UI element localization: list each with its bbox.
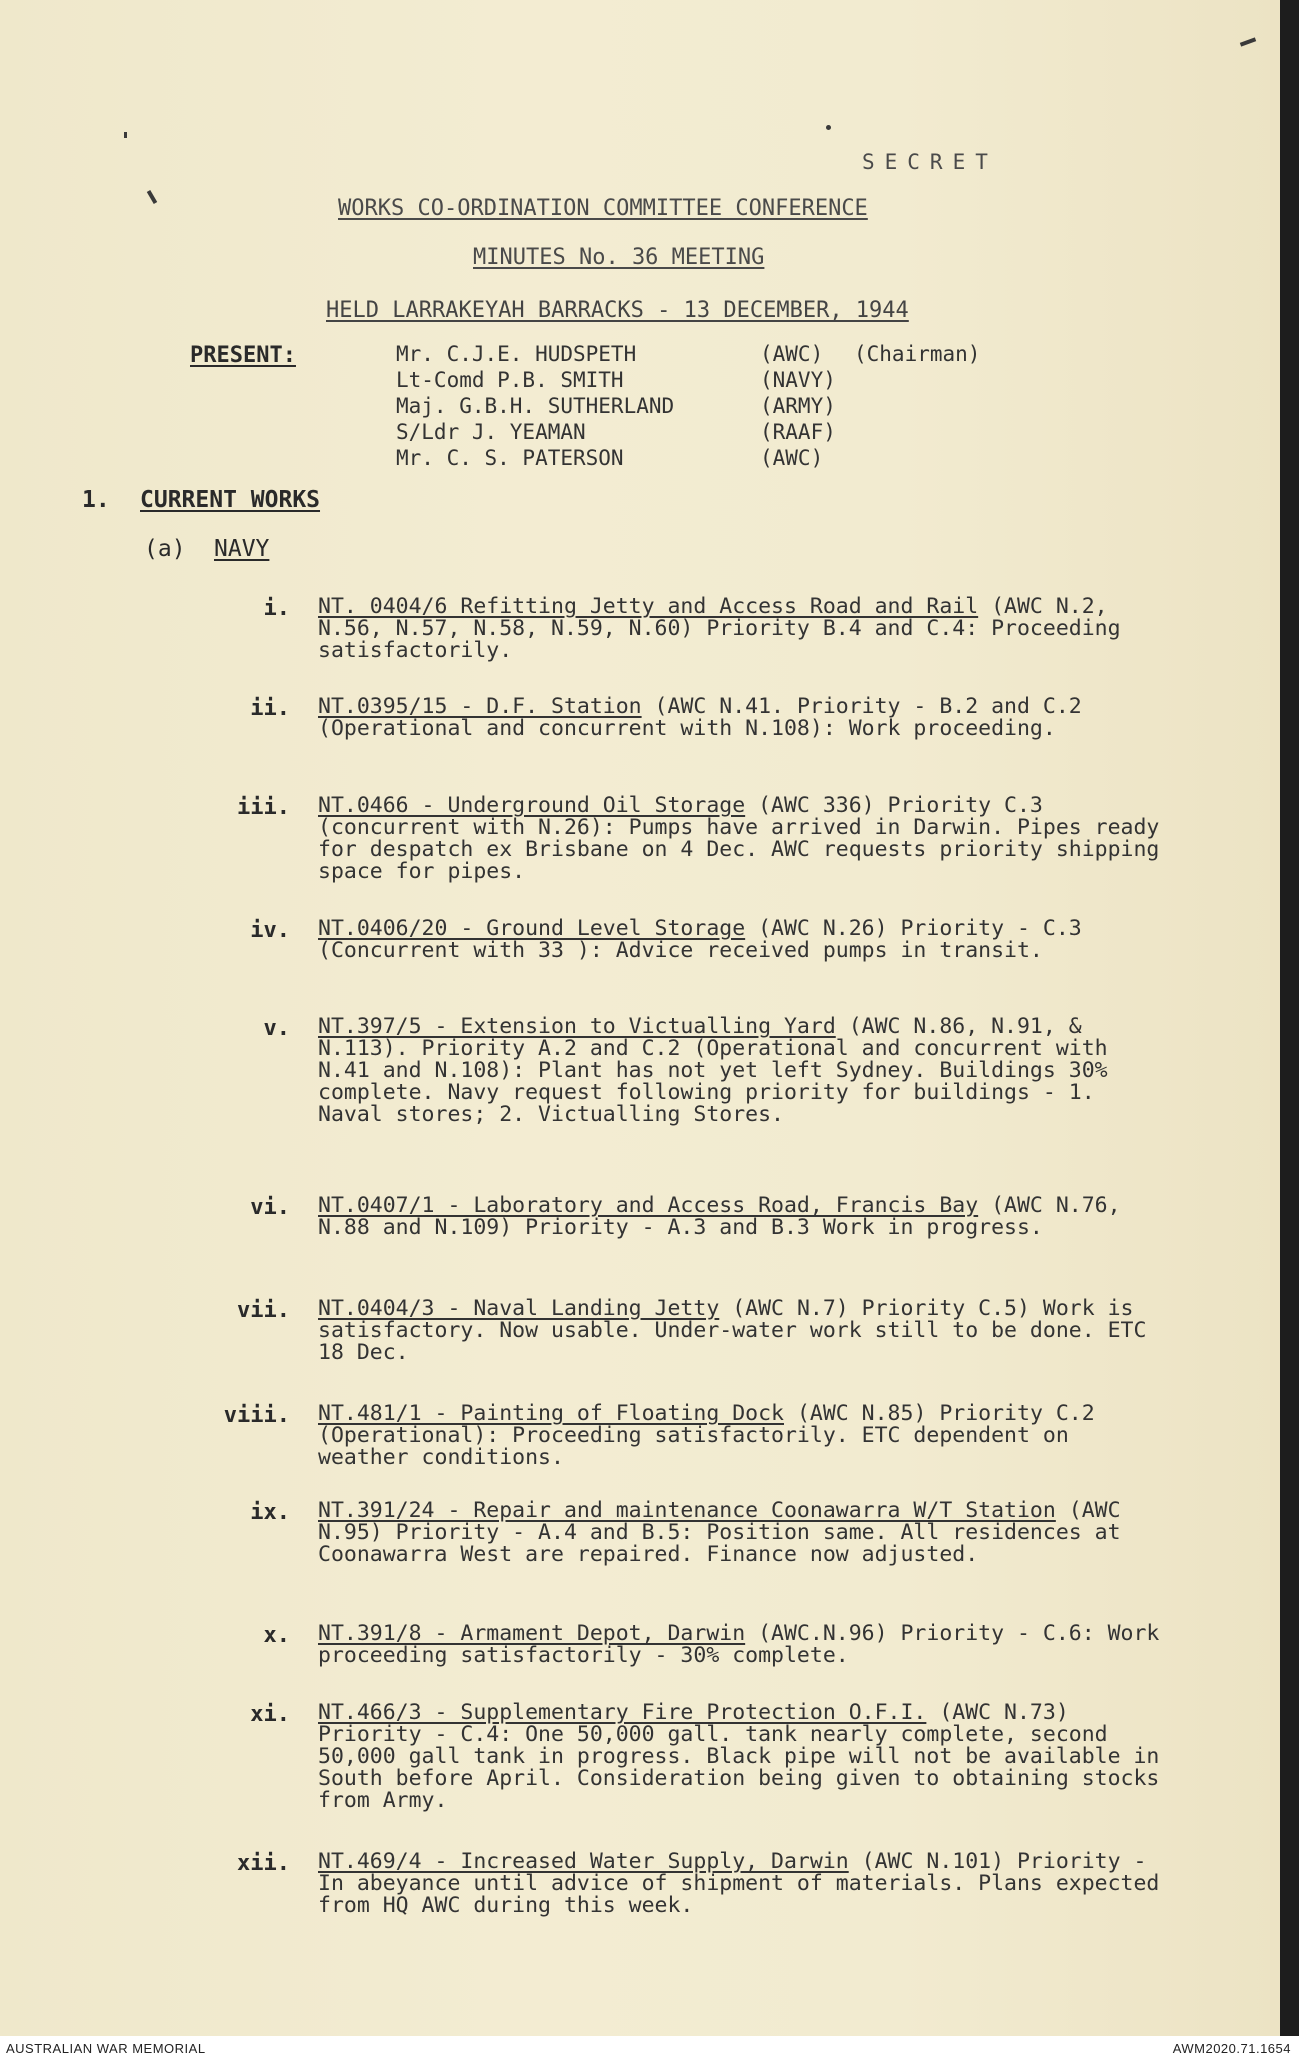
item-number: ix. xyxy=(250,1500,290,1525)
item-reference: NT.397/5 - Extension to Victualling Yard xyxy=(318,1014,836,1039)
punch-mark xyxy=(826,125,831,130)
attendee-name: Mr. C.J.E. HUDSPETH xyxy=(396,342,637,366)
section-title: CURRENT WORKS xyxy=(140,487,321,513)
attendee-org: (NAVY) xyxy=(760,368,836,392)
attendee-list xyxy=(396,342,1116,472)
item-details: (AWC N.101) Priority - In abeyance until advice of shipment of materials. Plans expected from HQ AWC during this week. xyxy=(318,1849,1160,1918)
item-body xyxy=(318,596,1163,662)
item-reference: NT. 0404/6 Refitting Jetty and Access Road and Rail xyxy=(318,594,979,619)
item-number: xi. xyxy=(250,1702,290,1727)
attendee-row xyxy=(396,394,1116,420)
item-reference: NT.0407/1 - Laboratory and Access Road, Francis Bay xyxy=(318,1193,979,1218)
attendee-row xyxy=(396,342,1116,368)
item-reference: NT.0406/20 - Ground Level Storage xyxy=(318,916,746,941)
staple-mark xyxy=(124,132,127,138)
item-number: xii. xyxy=(237,1851,290,1876)
item-details: (AWC N.7) Priority C.5) Work is satisfactory. Now usable. Under-water work still to be done. ETC 18 Dec. xyxy=(318,1296,1147,1365)
attendee-role: (Chairman) xyxy=(854,342,981,366)
attendee-org: (AWC) xyxy=(760,446,824,470)
item-body xyxy=(318,1016,1163,1126)
present-label: PRESENT: xyxy=(190,343,296,368)
item-body xyxy=(318,1851,1163,1917)
item-body xyxy=(318,1500,1163,1566)
item-reference: NT.0466 - Underground Oil Storage xyxy=(318,793,746,818)
attendee-name: Lt-Comd P.B. SMITH xyxy=(396,368,624,392)
item-reference: NT.0404/3 - Naval Landing Jetty xyxy=(318,1296,720,1321)
attendee-org: (RAAF) xyxy=(760,420,836,444)
item-number: ii. xyxy=(250,696,290,721)
item-reference: NT.469/4 - Increased Water Supply, Darwin xyxy=(318,1849,849,1874)
staple-mark xyxy=(147,190,157,204)
item-details: (AWC N.26) Priority - C.3 (Concurrent with 33 ): Advice received pumps in transit. xyxy=(318,916,1082,963)
item-reference: NT.0395/15 - D.F. Station xyxy=(318,694,642,719)
item-details: (AWC 336) Priority C.3 (concurrent with N.26): Pumps have arrived in Darwin. Pipes ready for despatch ex Brisbane on 4 Dec. AWC requests priority shipping space for pipes. xyxy=(318,793,1160,884)
scan-edge xyxy=(1280,0,1299,2036)
item-reference: NT.391/8 - Armament Depot, Darwin xyxy=(318,1621,746,1646)
item-details: (AWC N.2, N.56, N.57, N.58, N.59, N.60) Priority B.4 and C.4: Proceeding satisfactorily. xyxy=(318,594,1121,663)
item-details: (AWC N.76, N.88 and N.109) Priority - A.3 and B.3 Work in progress. xyxy=(318,1193,1121,1240)
meeting-location-date: HELD LARRAKEYAH BARRACKS - 13 DECEMBER, 1944 xyxy=(326,298,909,323)
classification-label: SECRET xyxy=(862,150,998,174)
attendee-name: Maj. G.B.H. SUTHERLAND xyxy=(396,394,675,418)
subsection-title: NAVY xyxy=(214,536,270,562)
item-body xyxy=(318,1195,1163,1239)
item-number: vii. xyxy=(237,1298,290,1323)
item-body xyxy=(318,696,1163,740)
item-number: vi. xyxy=(250,1195,290,1220)
minutes-title: MINUTES No. 36 MEETING xyxy=(473,245,765,270)
attendee-name: S/Ldr J. YEAMAN xyxy=(396,420,586,444)
attendee-row xyxy=(396,420,1116,446)
attendee-row xyxy=(396,368,1116,394)
edge-mark xyxy=(1240,37,1256,46)
archive-name: AUSTRALIAN WAR MEMORIAL xyxy=(6,2041,206,2056)
item-number: iv. xyxy=(250,918,290,943)
item-details: (AWC N.95) Priority - A.4 and B.5: Position same. All residences at Coonawarra West are repaired. Finance now adjusted. xyxy=(318,1498,1121,1567)
item-body xyxy=(318,1298,1163,1364)
section-heading xyxy=(82,487,320,513)
item-details: (AWC N.85) Priority C.2 (Operational): Proceeding satisfactorily. ETC dependent on weather conditions. xyxy=(318,1401,1095,1470)
archive-id: AWM2020.71.1654 xyxy=(1172,2041,1291,2056)
item-body xyxy=(318,1623,1163,1667)
item-reference: NT.466/3 - Supplementary Fire Protection O.F.I. xyxy=(318,1700,927,1725)
item-number: viii. xyxy=(223,1403,290,1428)
item-number: i. xyxy=(263,596,290,621)
item-number: iii. xyxy=(237,795,290,820)
item-body xyxy=(318,1702,1163,1812)
subsection-label: (a) xyxy=(144,536,186,562)
attendee-name: Mr. C. S. PATERSON xyxy=(396,446,624,470)
attendee-org: (ARMY) xyxy=(760,394,836,418)
item-details: (AWC N.41. Priority - B.2 and C.2 (Operational and concurrent with N.108): Work proceeding. xyxy=(318,694,1082,741)
section-number: 1. xyxy=(82,487,110,513)
item-number: x. xyxy=(263,1623,290,1648)
item-details: (AWC N.73) Priority - C.4: One 50,000 gall. tank nearly complete, second 50,000 gall tank in progress. Black pipe will not be available in South before April. Consideration being given to obtaining stocks from Army. xyxy=(318,1700,1160,1813)
attendee-org: (AWC) xyxy=(760,342,824,366)
attendee-row xyxy=(396,446,1116,472)
item-body xyxy=(318,1403,1163,1469)
item-details: (AWC.N.96) Priority - C.6: Work proceeding satisfactorily - 30% complete. xyxy=(318,1621,1160,1668)
item-reference: NT.391/24 - Repair and maintenance Coonawarra W/T Station xyxy=(318,1498,1056,1523)
item-details: (AWC N.86, N.91, & N.113). Priority A.2 and C.2 (Operational and concurrent with N.41 and N.108): Plant has not yet left Sydney. Buildings 30% complete. Navy request following priority for buildings - 1. Naval stores; 2. Victualling Stores. xyxy=(318,1014,1108,1127)
item-number: v. xyxy=(263,1016,290,1041)
item-reference: NT.481/1 - Painting of Floating Dock xyxy=(318,1401,784,1426)
subsection-heading xyxy=(144,536,269,562)
item-body xyxy=(318,918,1163,962)
document-title: WORKS CO-ORDINATION COMMITTEE CONFERENCE xyxy=(338,196,868,221)
item-body xyxy=(318,795,1163,883)
archive-footer xyxy=(0,2036,1299,2061)
